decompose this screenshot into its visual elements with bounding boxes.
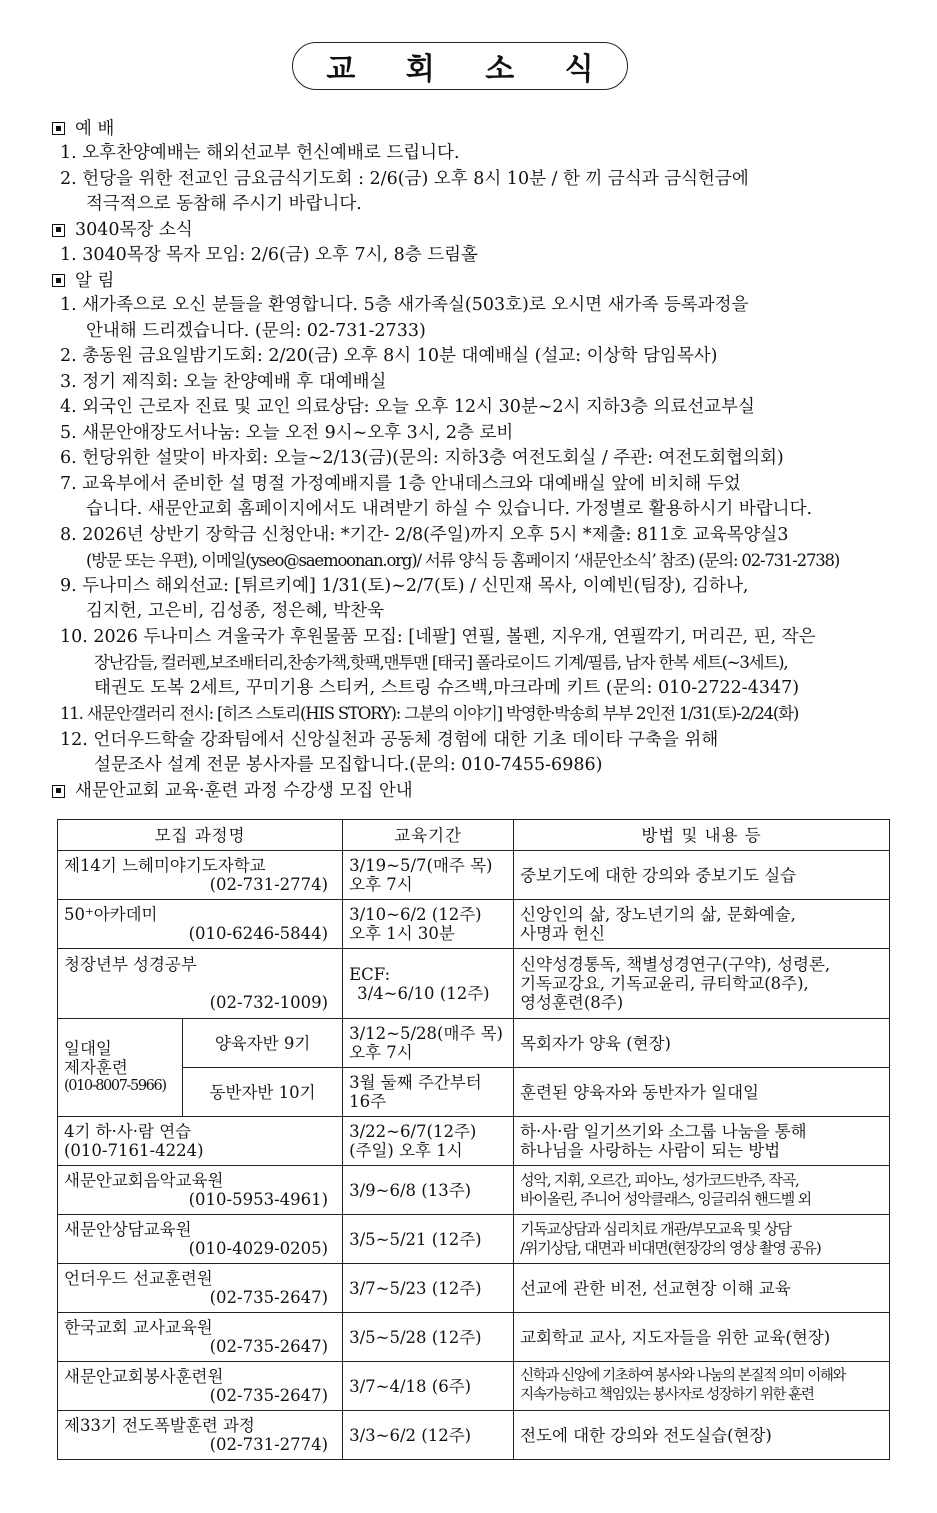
list-item: 4. 외국인 근로자 진료 및 교인 의료상담: 오늘 오후 12시 30분~2시 지하3층 의료선교부실 (60, 397, 755, 417)
table-row (58, 1166, 890, 1215)
list-item: 7. 교육부에서 준비한 설 명절 가정예배지를 1층 안내데스크와 대예배실 앞에 비치해 두었 습니다. 새문안교회 홈페이지에서도 내려받기 하실 수 있습니다. 가정별로 활용하시기 바랍니다. (60, 473, 813, 519)
list-item: 1. 3040목장 목자 모임: 2/6(금) 오후 7시, 8층 드림홀 (60, 244, 478, 265)
square-bullet-icon (52, 274, 65, 287)
course-name-cell: 제33기 전도폭발훈련 과정 (02-731-2774) (58, 1411, 343, 1460)
table-header-row (58, 820, 890, 851)
course-name-cell: 50⁺아카데미 (010-6246-5844) (58, 900, 343, 949)
header-description: 방법 및 내용 등 (514, 820, 890, 851)
section-heading: 3040목장 소식 (50, 218, 900, 243)
table-row (58, 1362, 890, 1411)
period-cell: 3/7~5/23 (12주) (343, 1264, 514, 1313)
period-cell: 3/3~6/2 (12주) (343, 1411, 514, 1460)
table-row (58, 851, 890, 900)
description-cell: 중보기도에 대한 강의와 중보기도 실습 (514, 851, 890, 900)
page-title: 교 회 소 식 (292, 42, 628, 90)
header-period: 교육기간 (343, 820, 514, 851)
square-bullet-icon (52, 224, 65, 237)
period-cell: 3/7~4/18 (6주) (343, 1362, 514, 1411)
description-cell: 전도에 대한 강의와 전도실습(현장) (514, 1411, 890, 1460)
notice-content (50, 116, 900, 804)
header-course-name: 모집 과정명 (58, 820, 343, 851)
description-cell: 선교에 관한 비전, 선교현장 이해 교육 (514, 1264, 890, 1313)
course-name-cell: 한국교회 교사교육원 (02-735-2647) (58, 1313, 343, 1362)
list-item: 5. 새문안애장도서나눔: 오늘 오전 9시~오후 3시, 2층 로비 (60, 422, 514, 443)
list-item: 2. 총동원 금요일밤기도회: 2/20(금) 오후 8시 10분 대예배실 (설교: 이상학 담임목사) (60, 346, 718, 366)
list-item: 3. 정기 제직회: 오늘 찬양예배 후 대예배실 (60, 371, 387, 392)
table-row (58, 900, 890, 949)
period-cell: 3/9~6/8 (13주) (343, 1166, 514, 1215)
table-row (58, 1117, 890, 1166)
table-row (58, 1411, 890, 1460)
table-row (58, 1313, 890, 1362)
section-heading: 새문안교회 교육·훈련 과정 수강생 모집 안내 (50, 779, 900, 804)
list-item: 8. 2026년 상반기 장학금 신청안내: *기간- 2/8(주일)까지 오후 5시 *제출: 811호 교육목양실3 (방문 또는 우편), 이메일(yseo@saemoonan.org)/ 서류 양식 등 홈페이지 ‘새문안소식’ 참조) (문의: 02-731-2738) (60, 524, 840, 570)
description-cell: 훈련된 양육자와 동반자가 일대일 (514, 1068, 890, 1117)
list-item: 1. 새가족으로 오신 분들을 환영합니다. 5층 새가족실(503호)로 오시면 새가족 등록과정을 안내해 드리겠습니다. (문의: 02-731-2733) (60, 295, 749, 341)
list-item: 12. 언더우드학술 강좌팀에서 신앙실천과 공동체 경험에 대한 기초 데이타 구축을 위해 설문조사 설계 전문 봉사자를 모집합니다.(문의: 010-7455-6986) (60, 729, 719, 775)
description-cell: 목회자가 양육 (현장) (514, 1019, 890, 1068)
course-name-cell: 새문안교회음악교육원 (010-5953-4961) (58, 1166, 343, 1215)
course-name-cell: 4기 하·사·람 연습 (010-7161-4224) (58, 1117, 343, 1166)
list-item: 1. 오후찬양예배는 해외선교부 헌신예배로 드립니다. (60, 143, 460, 163)
course-table (57, 819, 890, 1460)
sub-course-cell: 동반자반 10기 (183, 1068, 343, 1117)
list-item: 10. 2026 두나미스 겨울국가 후원물품 모집: [네팔] 연필, 볼펜, 지우개, 연필깍기, 머리끈, 핀, 작은 장난감들, 컬러펜,보조배터리,찬송가책,핫팩,맨투맨 [태국] 폴라로이드 기계/필름, 남자 한복 세트(~3세트), 태권도 도복 2세트, 꾸미기용 스티커, 스트링 슈즈백,마크라메 키트 (문의: 010-2722-4347) (60, 626, 816, 698)
period-cell: 3/12~5/28(매주 목) 오후 7시 (343, 1019, 514, 1068)
square-bullet-icon (52, 122, 65, 135)
description-cell: 기독교상담과 심리치료 개관/부모교육 및 상담 /위기상담, 대면과 비대면(현장강의 영상 촬영 공유) (514, 1215, 890, 1264)
description-cell: 신약성경통독, 책별성경연구(구약), 성령론, 기독교강요, 기독교윤리, 큐티학교(8주), 영성훈련(8주) (514, 949, 890, 1019)
table-row (58, 1264, 890, 1313)
list-item: 11. 새문안갤러리 전시: [히즈 스토리(HIS STORY): 그분의 이야기] 박영한·박송희 부부 2인전 1/31(토)-2/24(화) (60, 704, 799, 723)
period-cell: 3/10~6/2 (12주) 오후 1시 30분 (343, 900, 514, 949)
table-row (58, 1215, 890, 1264)
course-name-cell: 청장년부 성경공부 (02-732-1009) (58, 949, 343, 1019)
group-name-cell: 일대일 제자훈련 (010-8007-5966) (58, 1019, 183, 1117)
course-name-cell: 제14기 느헤미야기도자학교 (02-731-2774) (58, 851, 343, 900)
period-cell: 3월 둘째 주간부터 16주 (343, 1068, 514, 1117)
period-cell: 3/22~6/7(12주) (주일) 오후 1시 (343, 1117, 514, 1166)
period-cell: 3/19~5/7(매주 목) 오후 7시 (343, 851, 514, 900)
course-name-cell: 언더우드 선교훈련원 (02-735-2647) (58, 1264, 343, 1313)
description-cell: 신학과 신앙에 기초하여 봉사와 나눔의 본질적 의미 이해와 지속가능하고 책임있는 봉사자로 성장하기 위한 훈련 (514, 1362, 890, 1411)
course-name-cell: 새문안상담교육원 (010-4029-0205) (58, 1215, 343, 1264)
section-heading: 예 배 (50, 116, 900, 141)
course-name-cell: 새문안교회봉사훈련원 (02-735-2647) (58, 1362, 343, 1411)
description-cell: 하·사·람 일기쓰기와 소그룹 나눔을 통해 하나님을 사랑하는 사람이 되는 방법 (514, 1117, 890, 1166)
table-row (58, 1019, 890, 1068)
table-row (58, 949, 890, 1019)
section-heading: 알 림 (50, 268, 900, 293)
list-item: 2. 헌당을 위한 전교인 금요금식기도회 : 2/6(금) 오후 8시 10분 / 한 끼 금식과 금식헌금에 적극적으로 동참해 주시기 바랍니다. (60, 168, 749, 214)
period-cell: 3/5~5/21 (12주) (343, 1215, 514, 1264)
sub-course-cell: 양육자반 9기 (183, 1019, 343, 1068)
description-cell: 신앙인의 삶, 장노년기의 삶, 문화예술, 사명과 헌신 (514, 900, 890, 949)
period-cell: 3/5~5/28 (12주) (343, 1313, 514, 1362)
table-row (58, 1068, 890, 1117)
description-cell: 교회학교 교사, 지도자들을 위한 교육(현장) (514, 1313, 890, 1362)
description-cell: 성악, 지휘, 오르간, 피아노, 성가코드반주, 작곡, 바이올린, 주니어 성악클래스, 잉글리쉬 핸드벨 외 (514, 1166, 890, 1215)
list-item: 6. 헌당위한 설맞이 바자회: 오늘~2/13(금)(문의: 지하3층 여전도회실 / 주관: 여전도회협의회) (60, 448, 784, 468)
square-bullet-icon (52, 785, 65, 798)
list-item: 9. 두나미스 해외선교: [튀르키예] 1/31(토)~2/7(토) / 신민재 목사, 이예빈(팀장), 김하나, 김지헌, 고은비, 김성종, 정은혜, 박찬욱 (60, 575, 749, 621)
period-cell: ECF: 3/4~6/10 (12주) (343, 949, 514, 1019)
